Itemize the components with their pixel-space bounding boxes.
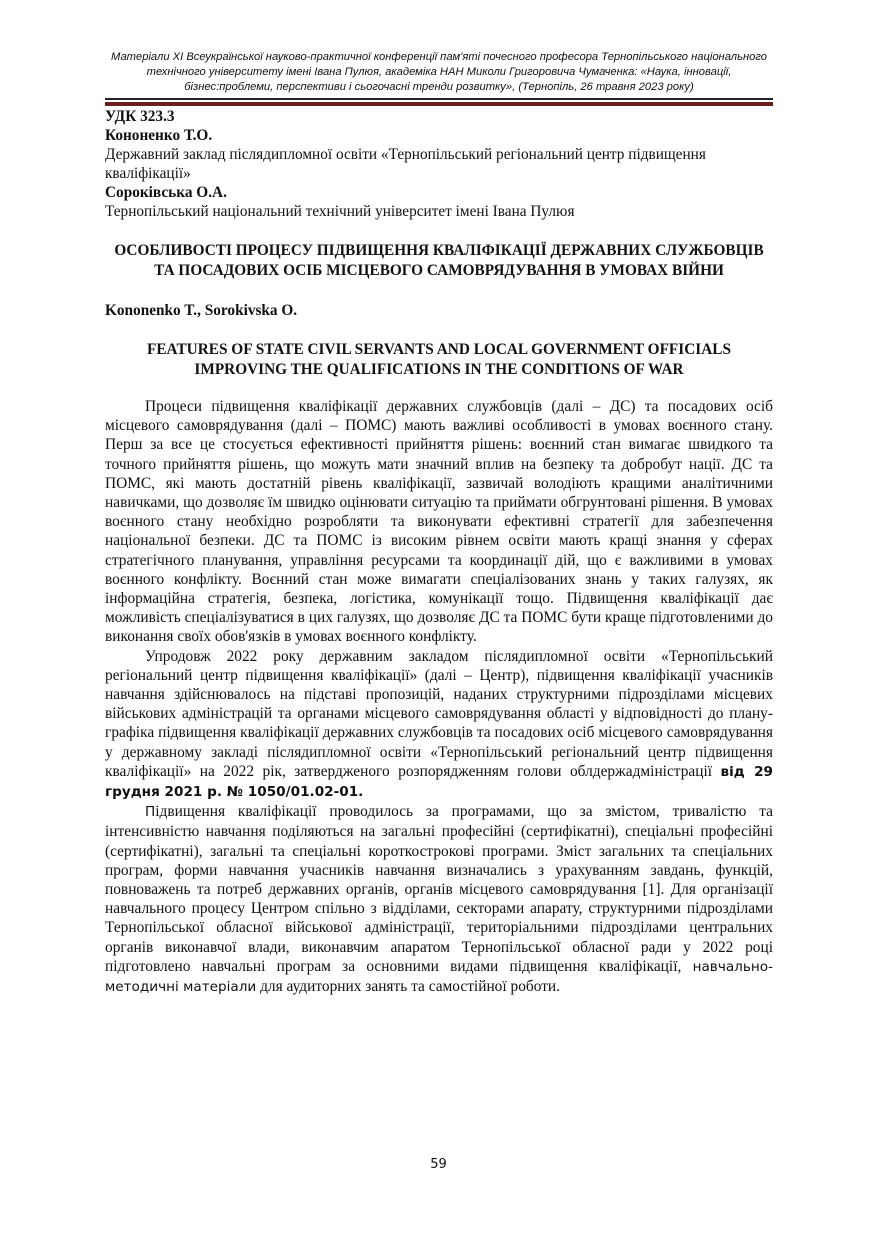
header-rule-accent	[105, 102, 773, 106]
paragraph-text: ідвищення кваліфікації проводилось за програмами, що за змістом, тривалістю та інтенсивністю навчання поділяються на загальні професійні (сертифікатні), спеціальні професійні (сертифікатні), загальні та спеціальні короткострокові програми. Зміст загальних та спеціальних програм, форми навчання учасників навчання визначались з урахуванням завдань, функцій, повноважень та потреб державних органів, органів місцевого самоврядування [1]. Для організації навчального процесу Центром спільно з відділами, секторами апарату, структурними підрозділами Тернопільської обласної військової адміністрації, територіальними підрозділами центральних органів виконавчої влади, виконавчим апаратом Тернопільської обласної ради у 2022 році підготовлено навчальні програм за основними видами підвищення кваліфікації,	[105, 803, 773, 975]
body-paragraph	[105, 647, 773, 803]
author-affiliation: Тернопільський національний технічний університет імені Івана Пулюя	[105, 203, 575, 220]
author-affiliation: Державний заклад післядипломної освіти «Тернопільський регіональний центр підвищення кваліфікації»	[105, 146, 706, 182]
body-paragraph	[105, 802, 773, 997]
article-body	[105, 107, 773, 997]
article-title-ua: ОСОБЛИВОСТІ ПРОЦЕСУ ПІДВИЩЕННЯ КВАЛІФІКАЦІЇ ДЕРЖАВНИХ СЛУЖБОВЦІВ ТА ПОСАДОВИХ ОСІБ МІСЦЕВОГО САМОВРЯДУВАННЯ В УМОВАХ ВІЙНИ	[114, 242, 764, 279]
article-title-en: FEATURES OF STATE CIVIL SERVANTS AND LOCAL GOVERNMENT OFFICIALS IMPROVING THE QUALIFICATIONS IN THE CONDITIONS OF WAR	[147, 341, 731, 378]
page-number: 59	[430, 1157, 447, 1172]
author-name: Сороківська О.А.	[105, 184, 227, 201]
order-reference: від 29 грудня 2021 р. № 1050/01.02-01.	[105, 763, 773, 801]
emphasized-phrase: навчально-методичні матеріали	[105, 958, 773, 996]
header-rule	[105, 98, 773, 100]
body-paragraph: Процеси підвищення кваліфікації державних службовців (далі – ДС) та посадових осіб місцевого самоврядування (далі – ПОМС) мають важливі особливості в умовах воєнного стану. Перш за все це стосується ефективності прийняття рішень: воєнний стан вимагає швидкого та точного прийняття рішень, що можуть мати значний вплив на безпеку та добробут нації. ДС та ПОМС, які мають достатній рівень кваліфікації, зазвичай володіють кращими аналітичними навичками, що дозволяє їм швидко оцінювати ситуацію та приймати обгрунтовані рішення. В умовах воєнного стану необхідно розробляти та виконувати ефективні стратегії для забезпечення національної безпеки. ДС та ПОМС із високим рівнем освіти мають кращі знання у сферах стратегічного планування, управління ресурсами та координації дій, що є важливими в умовах воєнного конфлікту. Воєнний стан може вимагати спеціалізованих знань у таких галузях, як інформаційна стратегія, безпека, логістика, комунікації тощо. Підвищення кваліфікації дає можливість спеціалізуватися в цих галузях, що дозволяє ДС та ПОМС бути краще підготовленими до виконання своїх обов'язків в умовах воєнного конфлікту.	[105, 398, 773, 646]
paragraph-text: для аудиторних занять та самостійної роботи.	[256, 978, 561, 996]
udc-code: УДК 323.3	[105, 108, 175, 125]
author-name: Кононенко Т.О.	[105, 127, 213, 144]
paragraph-text: Упродовж 2022 року державним закладом післядипломної освіти «Тернопільський регіональний центр підвищення кваліфікації» (далі – Центр), підвищення кваліфікації учасників навчання здійснювалось на підставі пропозицій, наданих структурними підрозділами місцевих військових адміністрацій та органами місцевого самоврядування області у відповідності до плану-графіка підвищення кваліфікації державних службовців та посадових осіб місцевого самоврядування у державному закладі післядипломної освіти «Тернопільський регіональний центр підвищення кваліфікації» на 2022 рік, затвердженого розпорядженням голови облдержадміністрації	[105, 647, 773, 780]
running-header: Матеріали XI Всеукраїнської науково-практичної конференції пам'яті почесного професора Тернопільського національного технічного університету імені Івана Пулюя, академіка НАН Миколи Григоровича Чумаченка: «Наука, інновації, бізнес:проблеми, перспективи і сьогочасні тренди розвитку», (Тернопіль, 26 травня 2023 року)	[111, 51, 767, 93]
authors-en: Kononenko T., Sorokivska O.	[105, 302, 298, 319]
drop-letter: П	[145, 804, 156, 821]
